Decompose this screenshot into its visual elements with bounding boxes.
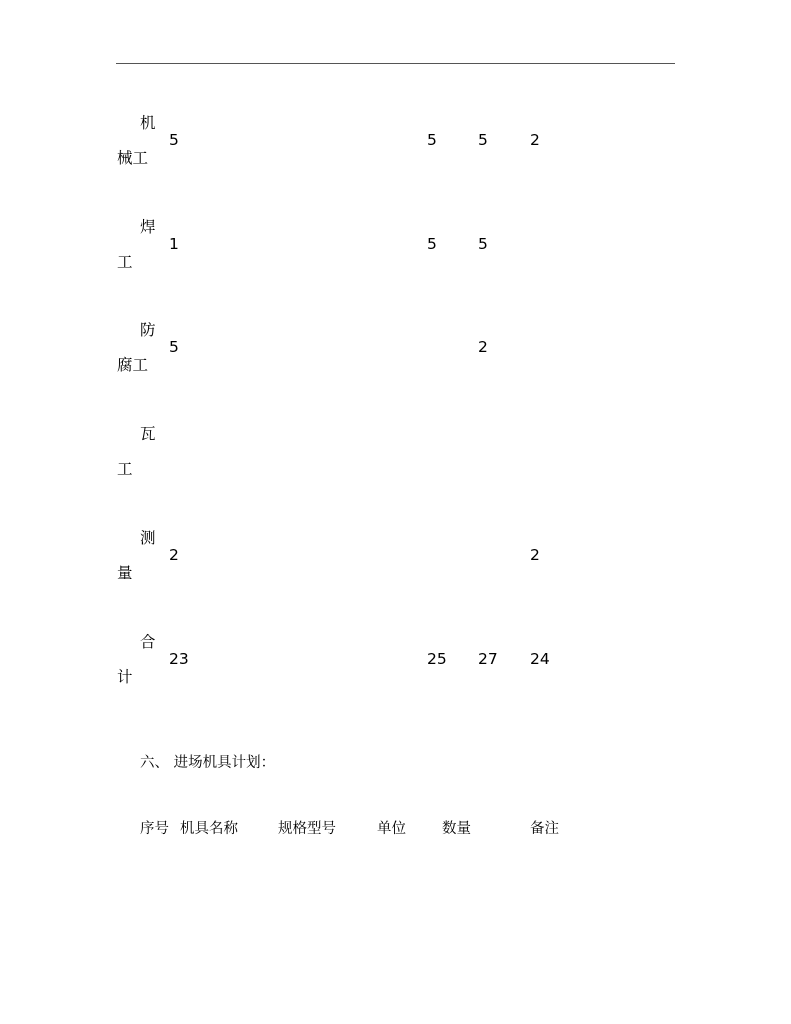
table-cell: 27 (478, 650, 498, 668)
section-title: 六、 进场机具计划： (140, 755, 276, 771)
table-cell: 25 (427, 650, 447, 668)
row-label-line1: 测 (140, 529, 156, 547)
table-cell: 5 (478, 131, 488, 149)
table-cell: 2 (169, 546, 179, 564)
column-header-unit: 单位 (377, 821, 406, 837)
table-cell: 2 (478, 338, 488, 356)
table-row (0, 114, 791, 184)
table-cell: 2 (530, 131, 540, 149)
row-label-line1: 防 (140, 321, 156, 339)
table-cell: 5 (427, 235, 437, 253)
table-row-total (0, 633, 791, 703)
table-row (0, 321, 791, 391)
column-header-name: 机具名称 (180, 821, 238, 837)
header-rule (116, 63, 675, 64)
row-label-line1: 焊 (140, 218, 156, 236)
table-cell: 24 (530, 650, 550, 668)
table-row (0, 529, 791, 599)
column-header-quantity: 数量 (442, 821, 471, 837)
row-label-line2: 械工 (117, 149, 149, 167)
table-cell: 5 (169, 338, 179, 356)
column-header-index: 序号 (140, 821, 169, 837)
row-label-line1: 机 (140, 114, 156, 132)
table-cell: 2 (530, 546, 540, 564)
row-label-line1: 合 (140, 633, 156, 651)
row-label-line2: 工 (117, 460, 133, 478)
column-header-remarks: 备注 (530, 821, 559, 837)
column-header-spec: 规格型号 (278, 821, 336, 837)
table-cell: 5 (427, 131, 437, 149)
table-cell: 23 (169, 650, 189, 668)
row-label-line2: 腐工 (117, 356, 149, 374)
row-label-line2: 计 (117, 668, 133, 686)
row-label-line1: 瓦 (140, 425, 156, 443)
row-label-line2: 量 (117, 564, 133, 582)
table-cell: 5 (169, 131, 179, 149)
table-row (0, 425, 791, 495)
table-cell: 5 (478, 235, 488, 253)
table-cell: 1 (169, 235, 179, 253)
table-row (0, 218, 791, 288)
row-label-line2: 工 (117, 253, 133, 271)
